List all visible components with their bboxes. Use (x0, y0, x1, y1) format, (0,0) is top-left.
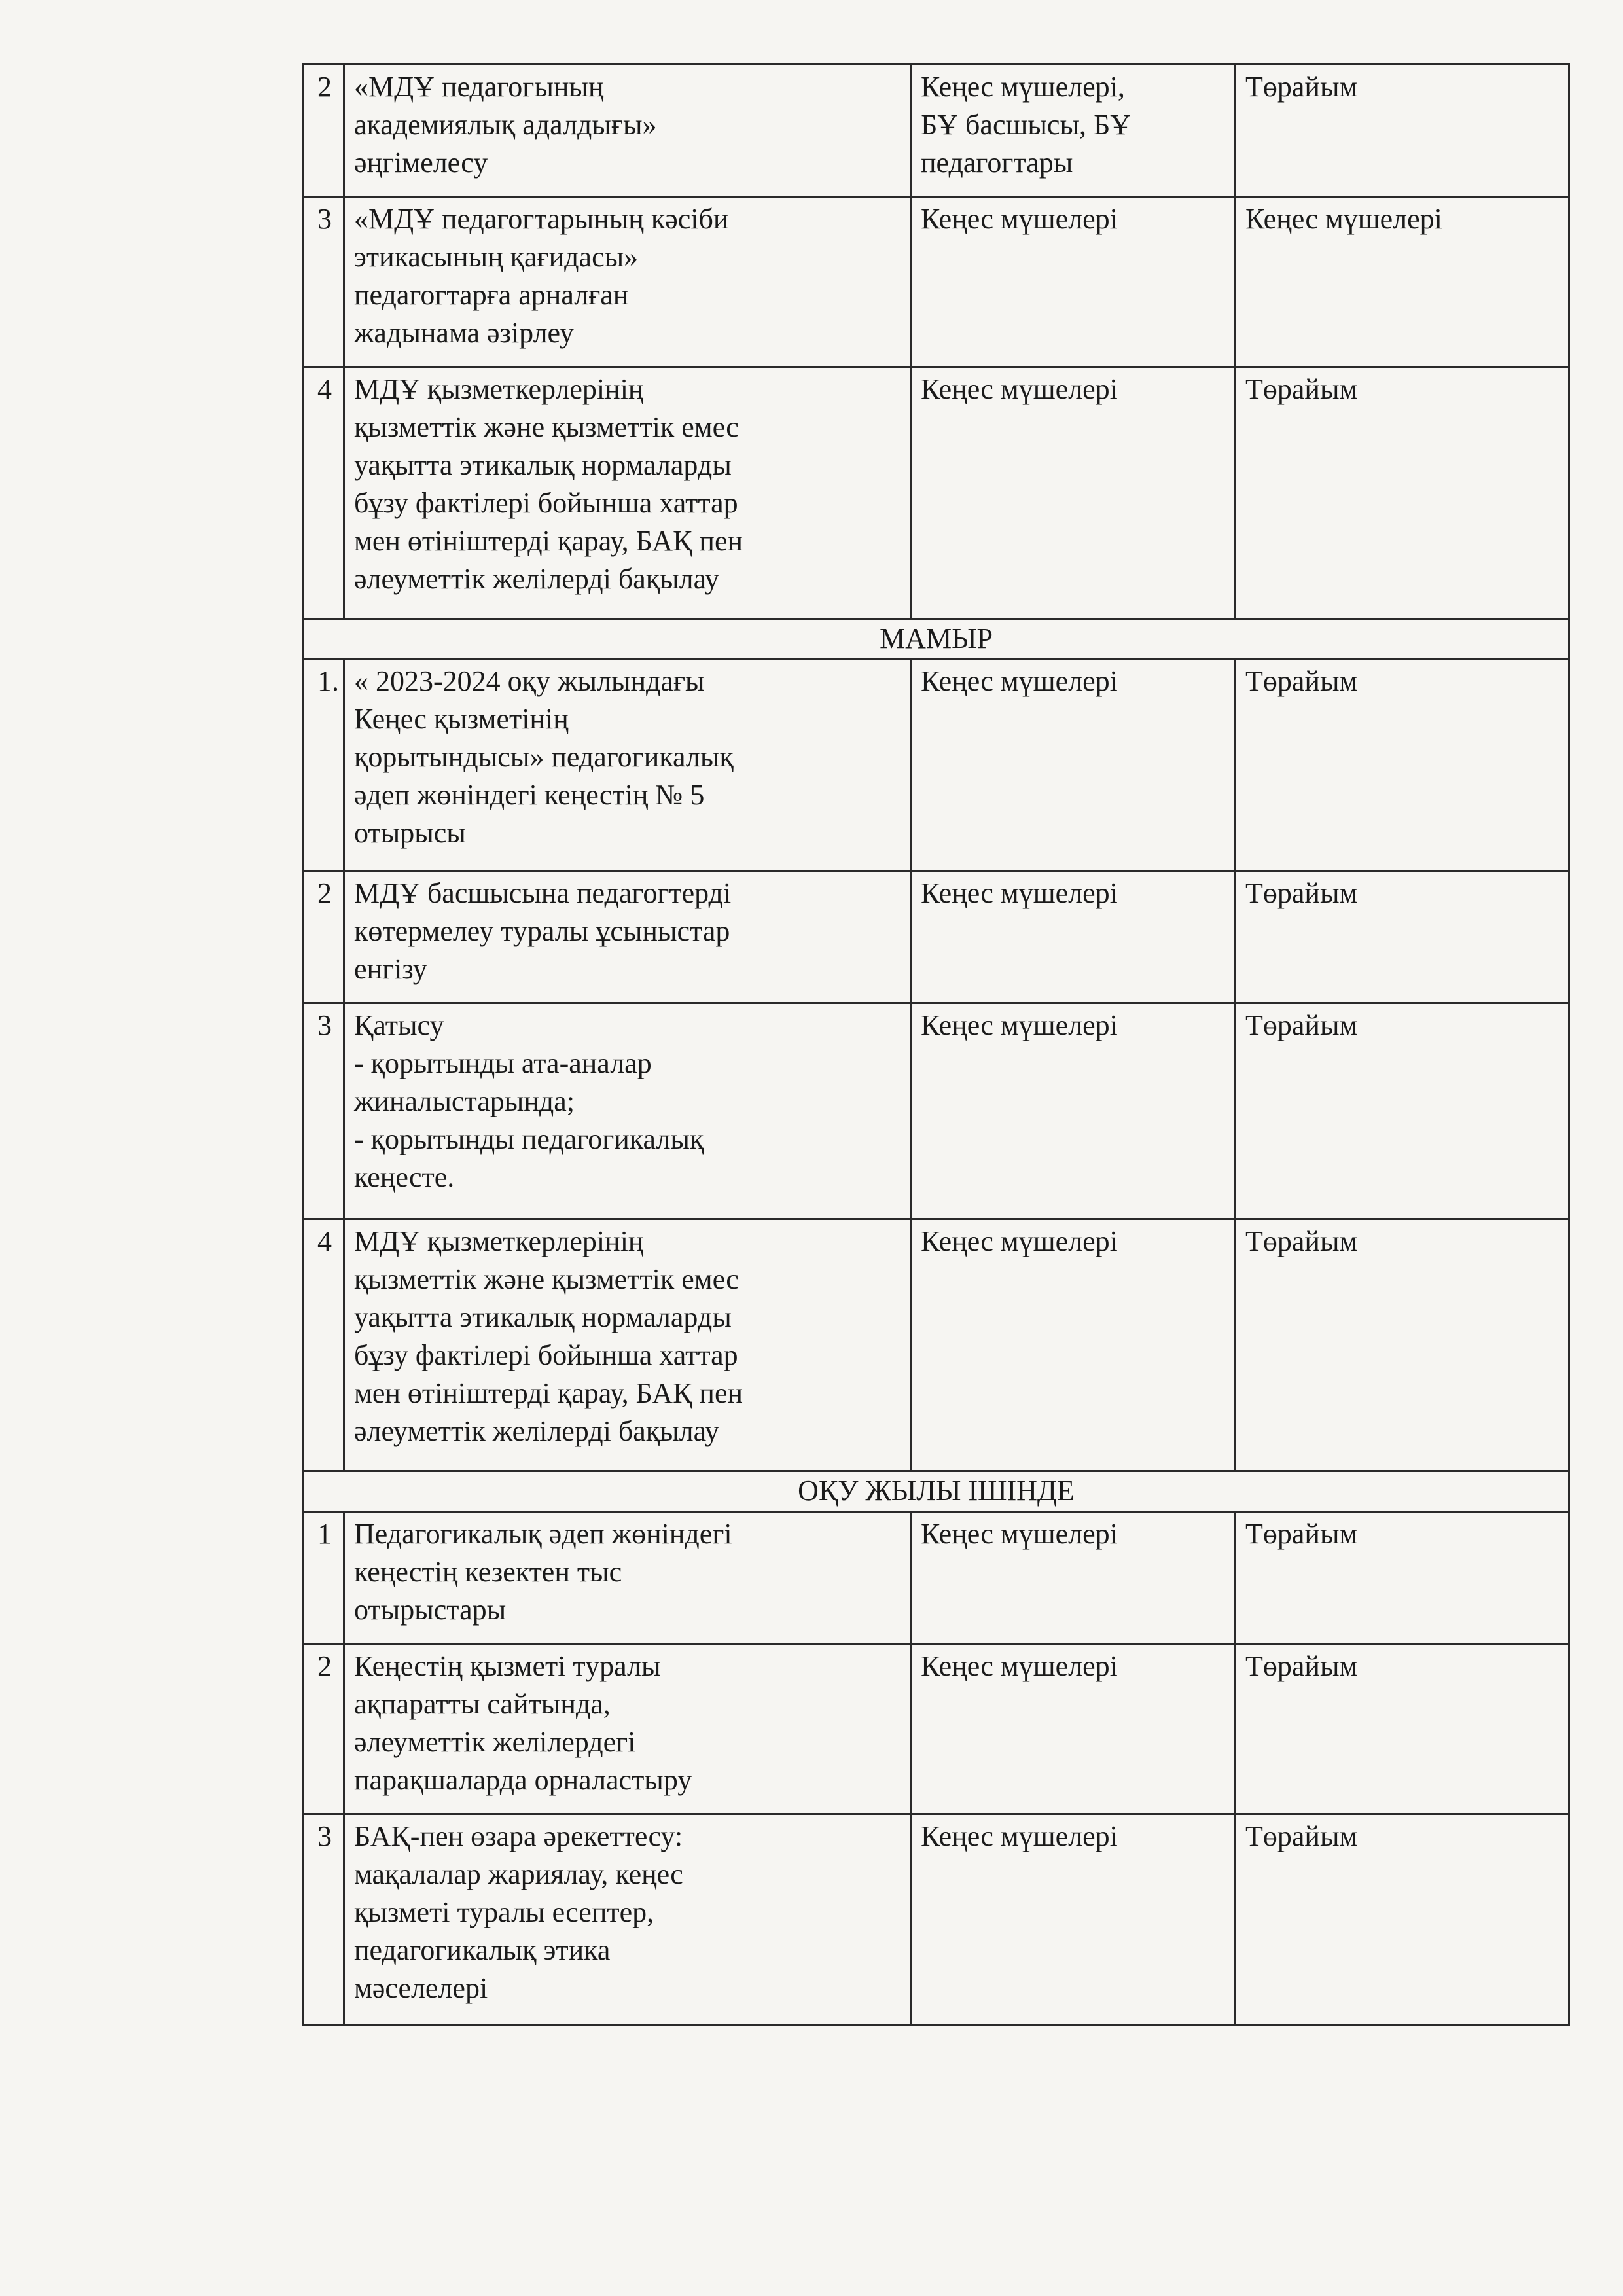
responsible-cell: Төрайым (1236, 1003, 1569, 1219)
participants-cell: Кеңес мүшелері (911, 197, 1236, 367)
activity-cell: Педагогикалық әдеп жөніндегі кеңестің кезектен тыс отырыстары (344, 1512, 911, 1644)
row-number: 2 (304, 871, 344, 1003)
activity-cell: МДҰ қызметкерлерінің қызметтік және қызметтік емес уақытта этикалық нормаларды бұзу фактілері бойынша хаттар мен өтініштерді қарау, БАҚ пен әлеуметтік желілерді бақылау (344, 367, 911, 619)
row-number: 1. (304, 659, 344, 871)
responsible-cell: Төрайым (1236, 1814, 1569, 2025)
table-row (304, 1512, 1569, 1644)
row-number: 3 (304, 1003, 344, 1219)
row-number: 3 (304, 197, 344, 367)
responsible-cell: Төрайым (1236, 65, 1569, 197)
table-row (304, 367, 1569, 619)
month-header-row (304, 619, 1569, 659)
row-number: 4 (304, 367, 344, 619)
participants-cell: Кеңес мүшелері (911, 659, 1236, 871)
participants-cell: Кеңес мүшелері (911, 871, 1236, 1003)
participants-cell: Кеңес мүшелері (911, 1003, 1236, 1219)
responsible-cell: Төрайым (1236, 1512, 1569, 1644)
responsible-cell: Төрайым (1236, 367, 1569, 619)
responsible-cell: Төрайым (1236, 659, 1569, 871)
activity-cell: « 2023-2024 оқу жылындағы Кеңес қызметінің қорытындысы» педагогикалық әдеп жөніндегі кеңестің № 5 отырысы (344, 659, 911, 871)
row-number: 1 (304, 1512, 344, 1644)
participants-cell: Кеңес мүшелері (911, 1644, 1236, 1814)
responsible-cell: Кеңес мүшелері (1236, 197, 1569, 367)
plan-table-body (304, 65, 1569, 2025)
table-row (304, 1814, 1569, 2025)
participants-cell: Кеңес мүшелері, БҰ басшысы, БҰ педагогтары (911, 65, 1236, 197)
row-number: 4 (304, 1219, 344, 1471)
responsible-cell: Төрайым (1236, 1644, 1569, 1814)
responsible-cell: Төрайым (1236, 1219, 1569, 1471)
activity-cell: «МДҰ педагогтарының кәсіби этикасының қағидасы» педагогтарға арналған жадынама әзірлеу (344, 197, 911, 367)
activity-cell: Қатысу - қорытынды ата-аналар жиналыстарында; - қорытынды педагогикалық кеңесте. (344, 1003, 911, 1219)
participants-cell: Кеңес мүшелері (911, 1512, 1236, 1644)
table-row (304, 1003, 1569, 1219)
month-header-may: МАМЫР (304, 619, 1569, 659)
table-row (304, 871, 1569, 1003)
activity-cell: МДҰ басшысына педагогтерді көтермелеу туралы ұсыныстар енгізу (344, 871, 911, 1003)
participants-cell: Кеңес мүшелері (911, 367, 1236, 619)
table-row (304, 1219, 1569, 1471)
month-header-row (304, 1471, 1569, 1512)
work-plan-table (302, 63, 1570, 2026)
table-row (304, 197, 1569, 367)
table-row (304, 65, 1569, 197)
activity-cell: «МДҰ педагогының академиялық адалдығы» әңгімелесу (344, 65, 911, 197)
responsible-cell: Төрайым (1236, 871, 1569, 1003)
row-number: 2 (304, 1644, 344, 1814)
month-header-school-year: ОҚУ ЖЫЛЫ ІШІНДЕ (304, 1471, 1569, 1512)
row-number: 3 (304, 1814, 344, 2025)
table-row (304, 659, 1569, 871)
row-number: 2 (304, 65, 344, 197)
activity-cell: Кеңестің қызметі туралы ақпаратты сайтында, әлеуметтік желілердегі парақшаларда орналастыру (344, 1644, 911, 1814)
participants-cell: Кеңес мүшелері (911, 1219, 1236, 1471)
participants-cell: Кеңес мүшелері (911, 1814, 1236, 2025)
activity-cell: БАҚ-пен өзара әрекеттесу: мақалалар жариялау, кеңес қызметі туралы есептер, педагогикалық этика мәселелері (344, 1814, 911, 2025)
activity-cell: МДҰ қызметкерлерінің қызметтік және қызметтік емес уақытта этикалық нормаларды бұзу фактілері бойынша хаттар мен өтініштерді қарау, БАҚ пен әлеуметтік желілерді бақылау (344, 1219, 911, 1471)
table-row (304, 1644, 1569, 1814)
